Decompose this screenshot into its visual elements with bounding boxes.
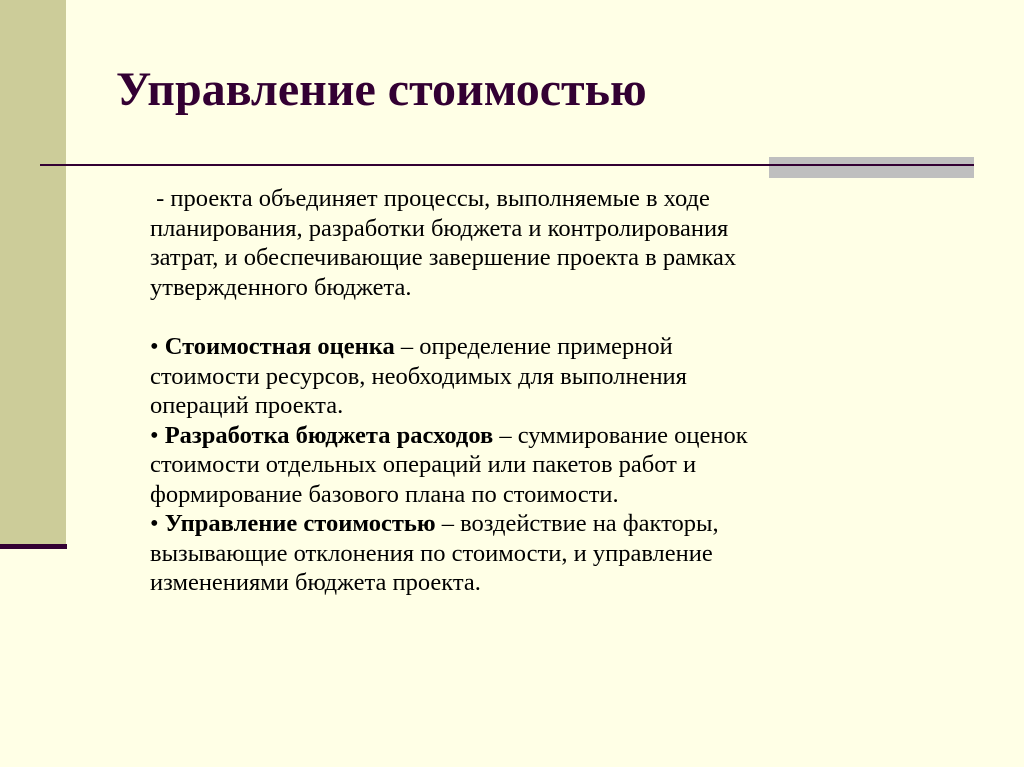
bullet-text: операций проекта. <box>150 392 344 419</box>
side-decor-bar <box>0 544 67 549</box>
bullet-dash: – <box>493 421 518 449</box>
intro-line: планирования, разработки бюджета и контролирования <box>150 214 729 242</box>
slide-title: Управление стоимостью <box>116 63 647 116</box>
bullet-text: определение примерной <box>419 333 673 360</box>
bullet-icon: • <box>150 333 159 360</box>
slide-body <box>150 184 930 598</box>
intro-paragraph <box>150 184 930 302</box>
bullet-term: Разработка бюджета расходов <box>164 421 494 449</box>
bullet-cost-control <box>150 509 930 598</box>
bullet-dash: – <box>435 510 461 537</box>
bullet-text: изменениями бюджета проекта. <box>150 569 481 596</box>
bullet-dash: – <box>394 333 420 360</box>
bullet-text: формирование базового плана по стоимости. <box>150 480 619 508</box>
title-divider-accent <box>769 157 974 178</box>
intro-line: утвержденного бюджета. <box>150 273 412 301</box>
intro-line: затрат, и обеспечивающие завершение проекта в рамках <box>150 244 737 271</box>
bullet-cost-budgeting <box>150 421 930 510</box>
bullet-icon: • <box>150 421 159 449</box>
bullet-term: Управление стоимостью <box>164 510 436 537</box>
side-decor-band <box>0 0 66 545</box>
title-divider-line <box>769 164 974 166</box>
intro-line: - проекта объединяет процессы, выполняемые в ходе <box>150 185 710 212</box>
bullet-text: вызывающие отклонения по стоимости, и управление <box>150 539 713 567</box>
bullet-text: стоимости отдельных операций или пакетов работ и <box>150 451 697 478</box>
bullet-text: воздействие на факторы, <box>460 510 719 537</box>
bullet-text: стоимости ресурсов, необходимых для выполнения <box>150 362 687 390</box>
bullet-icon: • <box>150 510 159 537</box>
bullet-term: Стоимостная оценка <box>164 333 395 360</box>
bullet-cost-estimating <box>150 332 930 421</box>
bullet-text: суммирование оценок <box>517 421 748 449</box>
